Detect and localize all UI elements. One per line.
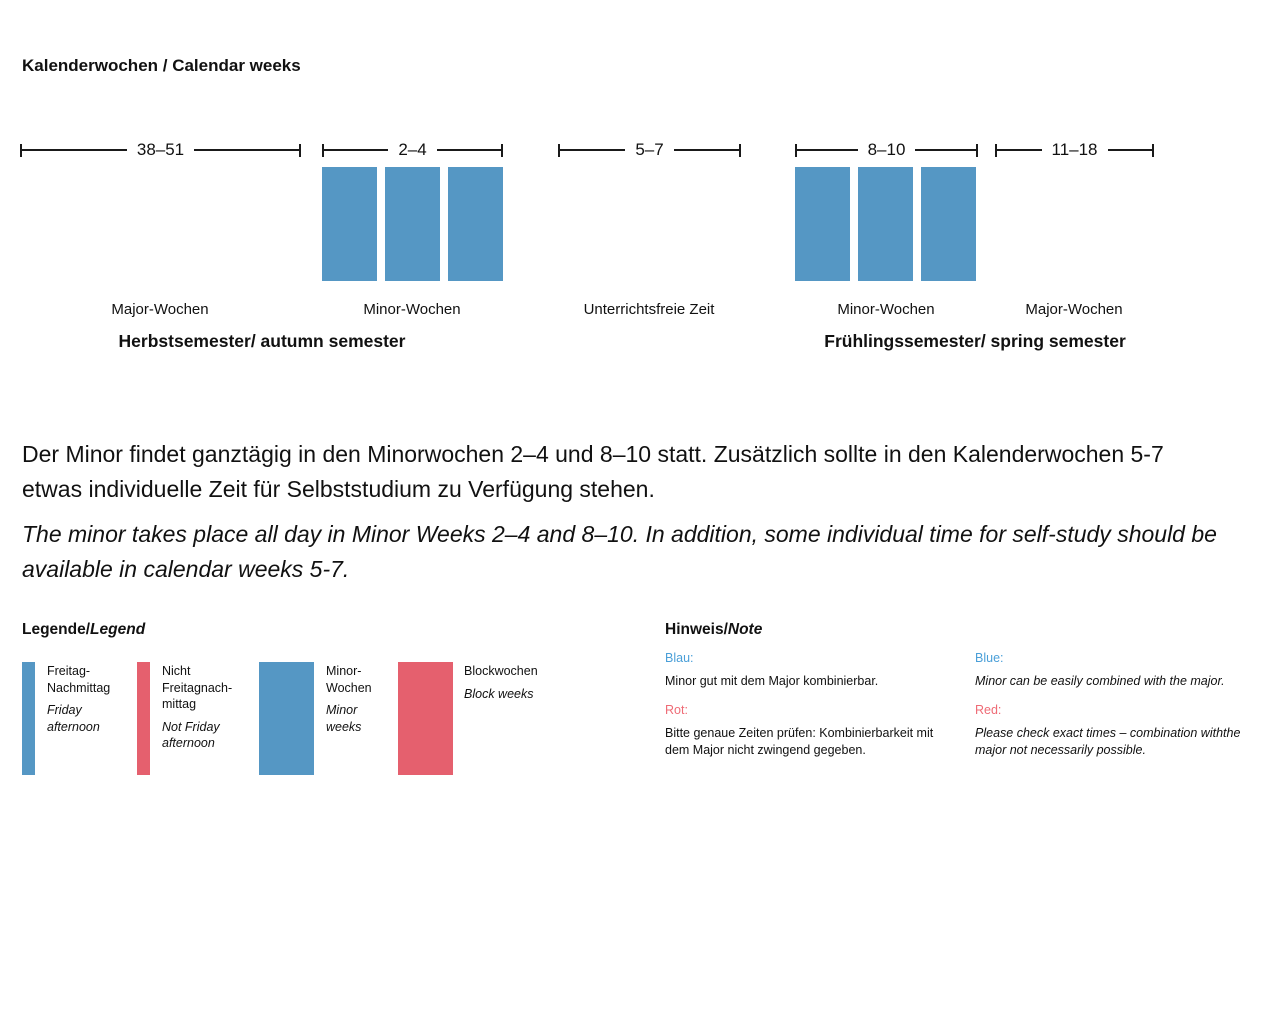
bracket-tick xyxy=(299,144,301,157)
bracket-line xyxy=(797,149,858,151)
category-label-major-2: Major-Wochen xyxy=(1025,301,1123,318)
note-label-blau: Blau: xyxy=(665,651,694,665)
bracket-tick xyxy=(1152,144,1154,157)
week-span-label: 38–51 xyxy=(136,140,185,159)
legend-label-en: Minor weeks xyxy=(326,703,362,734)
bracket-line xyxy=(915,149,976,151)
minor-week-bar xyxy=(795,167,850,281)
note-label-blue: Blue: xyxy=(975,651,1004,665)
bracket-line xyxy=(437,149,501,151)
legend-heading xyxy=(22,621,145,639)
semester-heading-spring: Frühlingssemester/ spring semester xyxy=(824,331,1126,351)
legend-label-en: Block weeks xyxy=(464,686,534,701)
legend-label-de: Minor-Wochen xyxy=(326,664,372,695)
week-span-8-10 xyxy=(795,140,978,159)
bracket-tick xyxy=(501,144,503,157)
week-span-5-7 xyxy=(558,140,741,159)
category-label-free-time: Unterrichtsfreie Zeit xyxy=(583,301,715,318)
week-span-label: 2–4 xyxy=(398,140,427,159)
bracket-line xyxy=(997,149,1042,151)
week-span-11-18 xyxy=(995,140,1154,159)
minor-weeks-bars-autumn xyxy=(322,167,503,281)
bracket-line xyxy=(324,149,388,151)
bracket-line xyxy=(674,149,739,151)
minor-week-bar xyxy=(858,167,913,281)
minor-week-bar xyxy=(448,167,503,281)
bracket-line xyxy=(1108,149,1153,151)
legend-item-friday-afternoon xyxy=(47,663,129,735)
week-span-2-4 xyxy=(322,140,503,159)
week-span-label: 5–7 xyxy=(635,140,664,159)
minor-week-bar xyxy=(322,167,377,281)
bracket-line xyxy=(22,149,127,151)
note-label-red: Red: xyxy=(975,703,1002,717)
legend-swatch-friday-afternoon xyxy=(22,662,35,775)
legend-heading-de: Legende/ xyxy=(22,621,91,638)
bracket-tick xyxy=(739,144,741,157)
legend-swatch-block-weeks xyxy=(398,662,453,775)
legend-label-de: Nicht Freitagnach-mittag xyxy=(162,664,233,711)
note-heading-en: Note xyxy=(727,621,763,638)
note-heading-de: Hinweis/ xyxy=(665,621,728,638)
note-label-rot: Rot: xyxy=(665,703,688,717)
note-column-english xyxy=(975,650,1267,772)
semester-heading-autumn: Herbstsemester/ autumn semester xyxy=(118,331,406,351)
legend-heading-en: Legend xyxy=(90,621,146,638)
legend-label-en: Not Friday afternoon xyxy=(162,719,220,750)
page-title: Kalenderwochen / Calendar weeks xyxy=(22,56,301,75)
note-column-german xyxy=(665,650,955,772)
note-text-blau: Minor gut mit dem Major kombinierbar. xyxy=(665,673,879,688)
legend-label-de: Blockwochen xyxy=(464,664,538,678)
note-text-red: Please check exact times – combination withthe major not necessarily possible. xyxy=(975,725,1241,757)
paragraph-german: Der Minor findet ganztägig in den Minorwochen 2–4 und 8–10 statt. Zusätzlich sollte in den Kalenderwochen 5-7 etwas individuelle Zeit für Selbststudium zu Verfügung stehen. xyxy=(22,441,1164,502)
legend-swatch-minor-weeks xyxy=(259,662,314,775)
legend-item-block-weeks xyxy=(464,663,564,702)
bracket-line xyxy=(194,149,299,151)
legend-label-en: Friday afternoon xyxy=(47,703,100,734)
category-label-minor-1: Minor-Wochen xyxy=(363,301,461,318)
category-label-major-1: Major-Wochen xyxy=(111,301,209,318)
bracket-line xyxy=(560,149,625,151)
bracket-tick xyxy=(976,144,978,157)
minor-week-bar xyxy=(921,167,976,281)
legend-label-de: Freitag-Nachmittag xyxy=(47,664,111,695)
category-label-minor-2: Minor-Wochen xyxy=(837,301,935,318)
legend-item-minor-weeks xyxy=(326,663,392,735)
note-text-blue: Minor can be easily combined with the major. xyxy=(975,673,1225,688)
week-span-label: 8–10 xyxy=(867,140,906,159)
minor-week-bar xyxy=(385,167,440,281)
week-span-label: 11–18 xyxy=(1051,140,1098,159)
minor-weeks-bars-spring xyxy=(795,167,976,281)
legend-item-not-friday-afternoon xyxy=(162,663,254,752)
paragraph-english: The minor takes place all day in Minor Weeks 2–4 and 8–10. In addition, some individual time for self-study should be available in calendar weeks 5-7. xyxy=(22,521,1217,582)
week-span-38-51 xyxy=(20,140,301,159)
legend-swatch-not-friday-afternoon xyxy=(137,662,150,775)
note-text-rot: Bitte genaue Zeiten prüfen: Kombinierbarkeit mit dem Major nicht zwingend gegeben. xyxy=(665,725,934,757)
note-heading xyxy=(665,621,762,639)
